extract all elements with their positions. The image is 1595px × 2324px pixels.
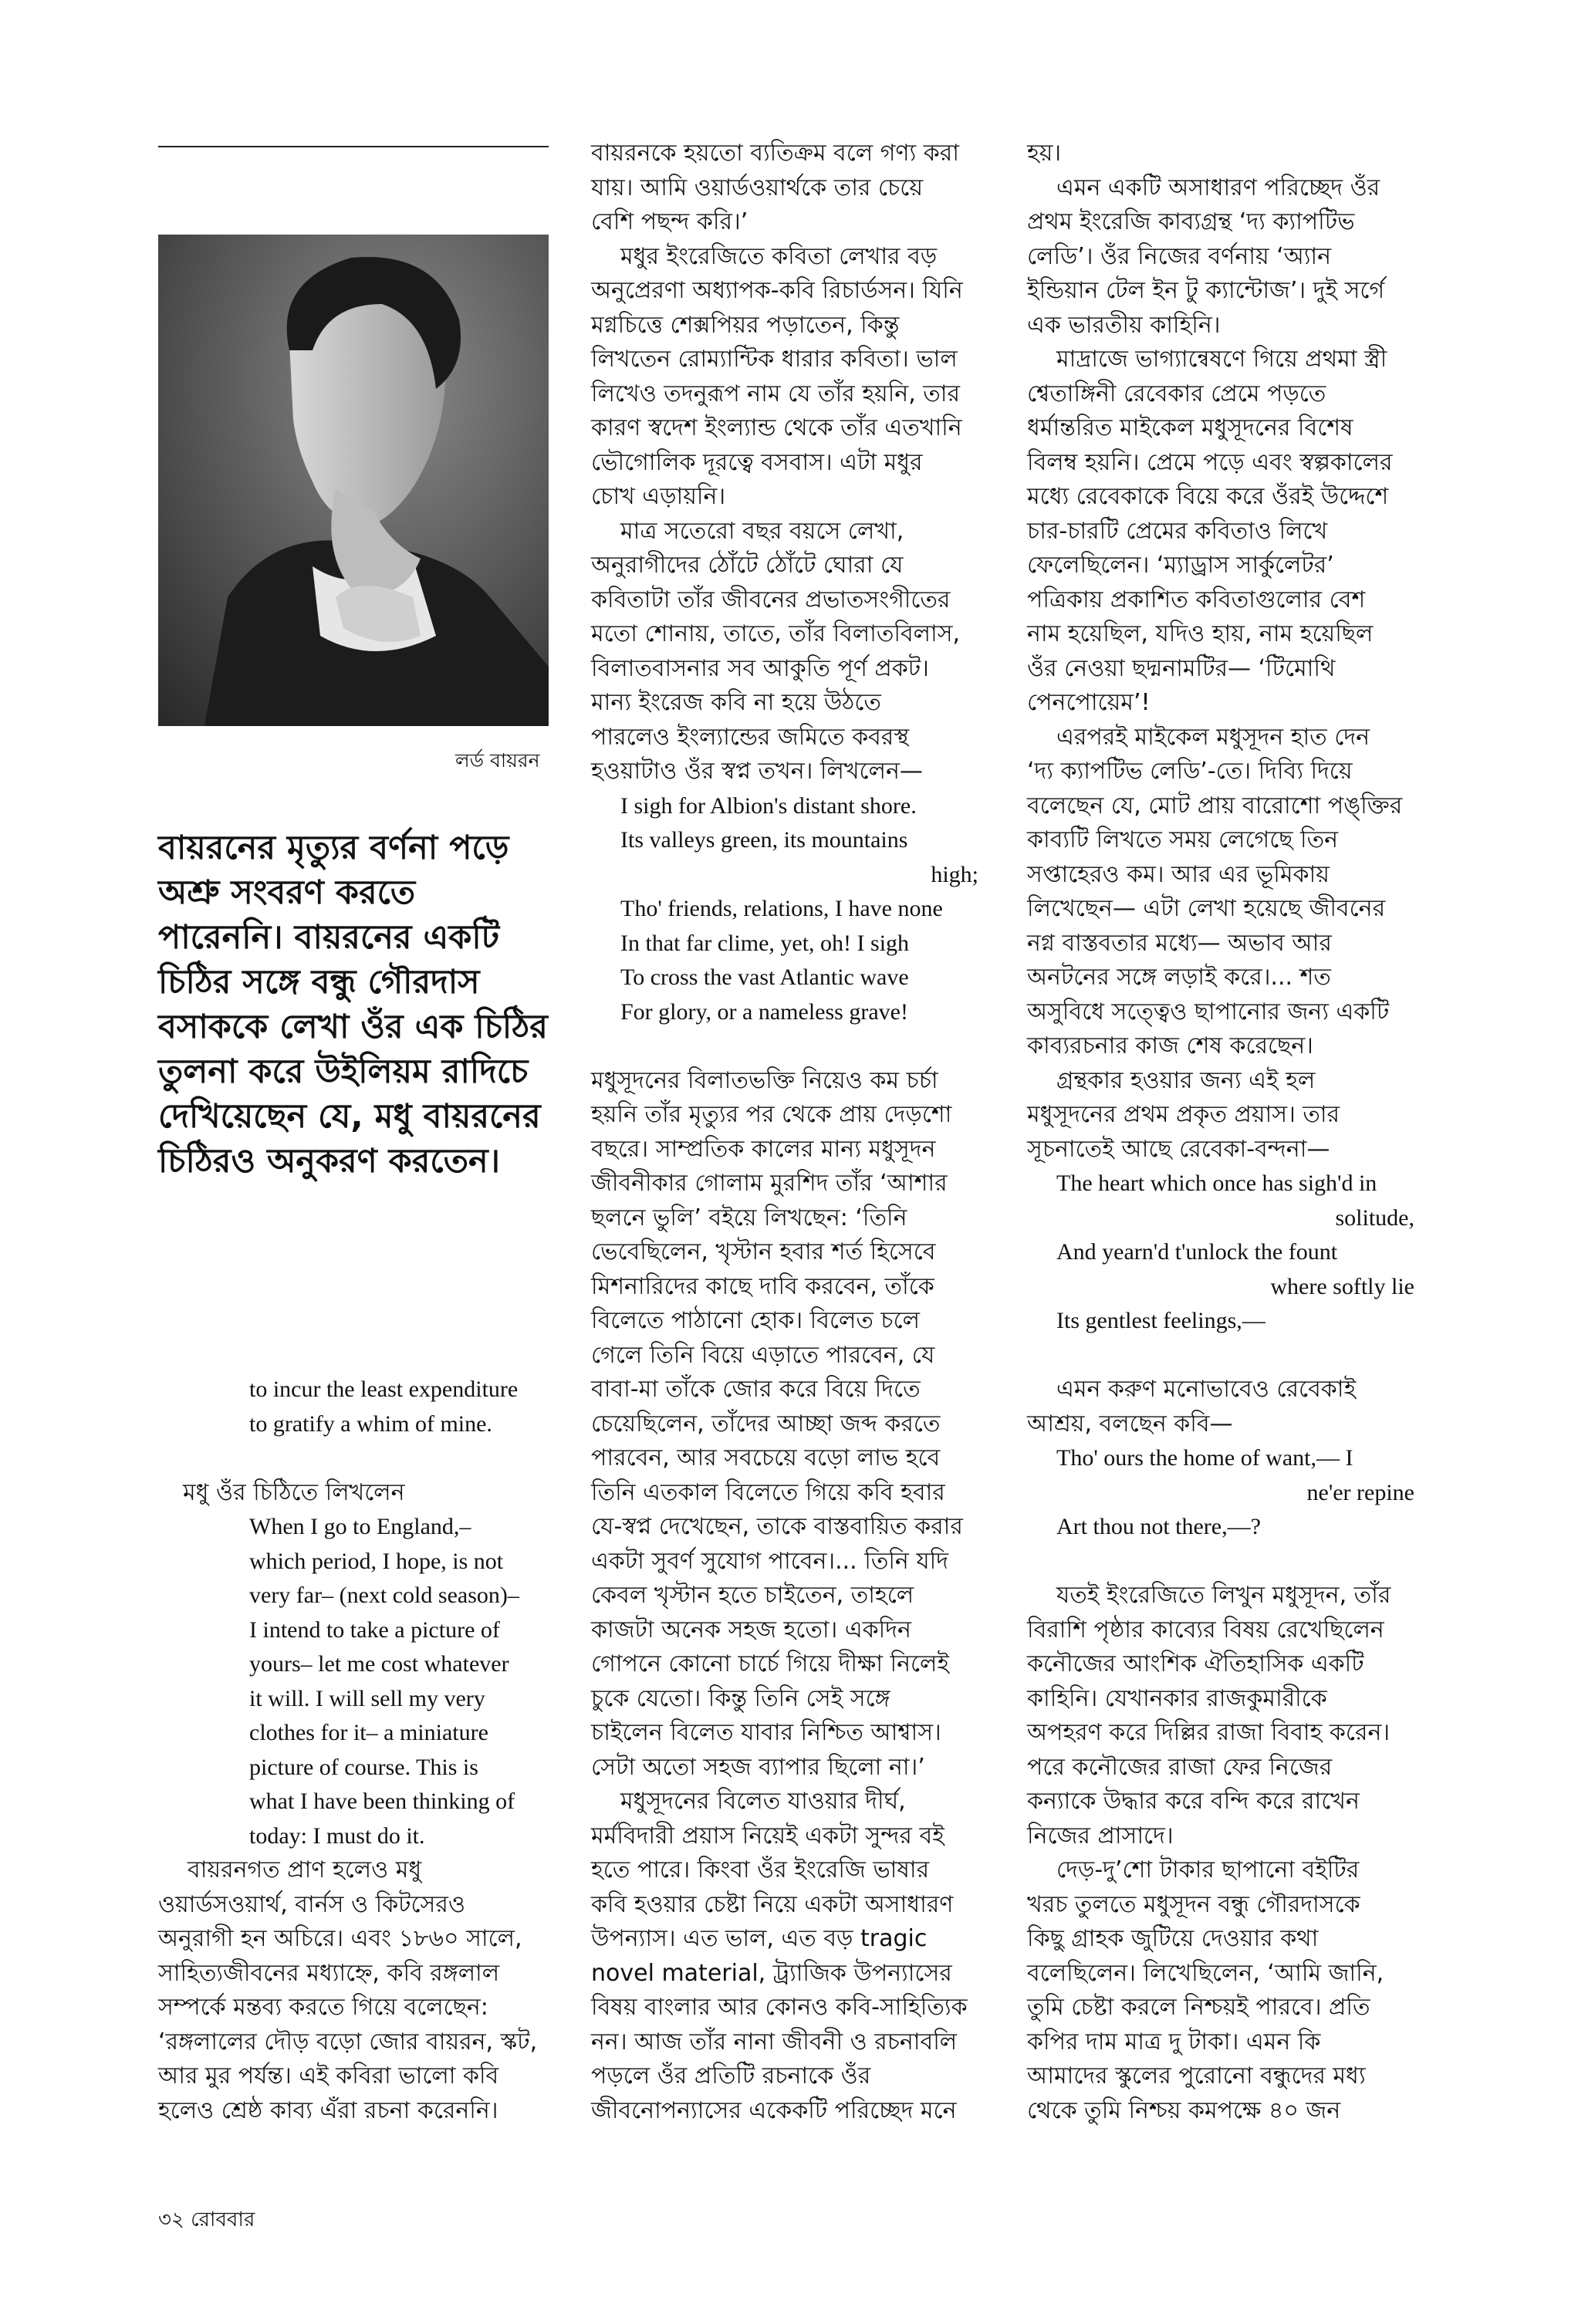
text-line: যে-স্বপ্ন দেখেছেন, তাকে বাস্তবায়িত করার (591, 1513, 963, 1540)
text-line: অনুরাগীদের ঠোঁটে ঠোঁটে ঘোরা যে (591, 552, 904, 579)
verse-line: picture of course. This is (249, 1754, 478, 1780)
pull-quote-line: চিঠিরও অনুকরণ করতেন। (158, 1142, 500, 1181)
text-line: বলেছেন যে, মোট প্রায় বারোশো পঙ্‌ক্তির (1027, 792, 1403, 819)
text-line: চোখ এড়ায়নি। (591, 483, 726, 510)
pull-quote (158, 826, 567, 1184)
verse-line: very far– (next cold season)– (249, 1583, 519, 1608)
text-line: বলেছিলেন। লিখেছিলেন, ‘আমি জানি, (1027, 1959, 1384, 1987)
text-line: চেয়েছিলেন, তাঁদের আচ্ছা জব্দ করতে (591, 1410, 941, 1437)
text-line: কাজটা অনেক সহজ হতো। একদিন (591, 1616, 911, 1643)
text-line: অনুপ্রেরণা অধ্যাপক-কবি রিচার্ডসন। যিনি (591, 277, 963, 304)
text-line: কনৌজের আংশিক ঐতিহাসিক একটি (1027, 1650, 1364, 1677)
text-line: অনুরাগী হন অচিরে। এবং ১৮৬০ সালে, (158, 1925, 522, 1952)
text-line: কেবল খৃস্টান হতে চাইতেন, তাহলে (591, 1582, 914, 1609)
text-line: কন্যাকে উদ্ধার করে বন্দি করে রাখেন (1027, 1788, 1360, 1815)
text-line: চাইলেন বিলেত যাবার নিশ্চিত আশ্বাস। (591, 1719, 941, 1746)
text-line: আশ্রয়, বলছেন কবি— (1027, 1410, 1233, 1437)
text-line: হয়নি তাঁর মৃত্যুর পর থেকে প্রায় দেড়শো (591, 1101, 952, 1128)
text-line: এমন একটি অসাধারণ পরিচ্ছেদ ওঁর (1056, 174, 1380, 201)
text-line: কপির দাম মাত্র দু টাকা। এমন কি (1027, 2028, 1321, 2055)
verse-line: which period, I hope, is not (249, 1548, 504, 1574)
line-gap (158, 1441, 552, 1476)
text-line: সেটা অতো সহজ ব্যাপার ছিলো না।’ (591, 1753, 925, 1781)
text-line: ভৌগোলিক দূরত্বে বসবাস। এটা মধুর (591, 448, 923, 476)
pull-quote-line: অশ্রু সংবরণ করতে (158, 873, 416, 912)
text-line: কিছু গ্রাহক জুটিয়ে দেওয়ার কথা (1027, 1925, 1319, 1952)
text-line: ওয়ার্ডসওয়ার্থ, বার্নস ও কিটসেরও (158, 1890, 465, 1918)
text-line: হয়। (1027, 140, 1062, 167)
text-line: যতই ইংরেজিতে লিখুন মধুসূদন, তাঁর (1056, 1582, 1391, 1609)
verse-line: to gratify a whim of mine. (249, 1410, 492, 1437)
pull-quote-line: চিঠির সঙ্গে বন্ধু গৌরদাস (158, 963, 480, 1002)
text-line: নগ্ন বাস্তবতার মধ্যে— অভাব আর (1027, 929, 1332, 957)
text-line: ‘দ্য ক্যাপটিভ লেডি’-তে। দিব্যি দিয়ে (1027, 758, 1353, 785)
text-line: মধুসূদনের বিলেত যাওয়ার দীর্ঘ, (620, 1788, 906, 1815)
line-gap (591, 1029, 985, 1064)
text-line: লিখেও তদনুরূপ নাম যে তাঁর হয়নি, তার (591, 380, 960, 407)
verse-line: where softly lie (1270, 1273, 1414, 1299)
text-line: পড়লে ওঁর প্রতিটি রচনাকে ওঁর (591, 2062, 871, 2089)
text-line: বাবা-মা তাঁকে জোর করে বিয়ে দিতে (591, 1376, 921, 1403)
text-line: এক ভারতীয় কাহিনি। (1027, 311, 1221, 339)
text-line: মর্মবিদারী প্রয়াস নিয়েই একটা সুন্দর বই (591, 1822, 944, 1849)
text-line: বায়রনগত প্রাণ হলেও মধু (188, 1856, 422, 1883)
text-line: বিলম্ব হয়নি। প্রেমে পড়ে এবং স্বল্পকালের (1027, 448, 1393, 476)
text-line: ধর্মান্তরিত মাইকেল মধুসূদনের বিশেষ (1027, 414, 1353, 441)
text-line: মধুসূদনের প্রথম প্রকৃত প্রয়াস। তার (1027, 1101, 1340, 1128)
verse-line: clothes for it– a miniature (249, 1720, 488, 1745)
column-right-text (1027, 137, 1421, 2128)
text-line: কবিতাটা তাঁর জীবনের প্রভাতসংগীতের (591, 586, 951, 613)
text-line: দেড়-দু’শো টাকার ছাপানো বইটির (1056, 1856, 1360, 1883)
text-line: থেকে তুমি নিশ্চয় কমপক্ষে ৪০ জন (1027, 2096, 1341, 2124)
text-line: এমন করুণ মনোভাবেও রেবেকাই (1056, 1376, 1357, 1403)
text-line: ইন্ডিয়ান টেল ইন টু ক্যান্টোজ’। দুই সর্গে (1027, 277, 1385, 304)
portrait-lord-byron (158, 235, 549, 726)
text-line: মাদ্রাজে ভাগ্যান্বেষণে গিয়ে প্রথমা স্ত্রী (1056, 346, 1387, 373)
text-line: প্রথম ইংরেজি কাব্যগ্রন্থ ‘দ্য ক্যাপটিভ (1027, 208, 1355, 235)
text-line: বিষয় বাংলার আর কোনও কবি-সাহিত্যিক (591, 1994, 968, 2021)
pull-quote-line: তুলনা করে উইলিয়ম রাদিচে (158, 1052, 529, 1091)
text-line: যায়। আমি ওয়ার্ডওয়ার্থকে তার চেয়ে (591, 174, 924, 201)
text-line: পত্রিকায় প্রকাশিত কবিতাগুলোর বেশ (1027, 586, 1366, 613)
text-line: মিশনারিদের কাছে দাবি করবেন, তাঁকে (591, 1272, 934, 1300)
column-middle-text (591, 137, 985, 2128)
text-line: অসুবিধে সত্ত্বেও ছাপানোর জন্য একটি (1027, 998, 1390, 1025)
text-line: মধ্যে রেবেকাকে বিয়ে করে ওঁরই উদ্দেশে (1027, 483, 1389, 510)
pull-quote-line: বসাককে লেখা ওঁর এক চিঠির (158, 1008, 548, 1046)
text-line: মাত্র সতেরো বছর বয়সে লেখা, (620, 517, 904, 545)
verse-line: When I go to England,– (249, 1514, 471, 1539)
column-left-text (158, 1373, 552, 2128)
text-line: ছলনে ভুলি’ বইয়ে লিখছেন: ‘তিনি (591, 1204, 907, 1231)
portrait-caption: লর্ড বায়রন (455, 749, 540, 772)
verse-line: Its gentlest feelings,— (1056, 1308, 1266, 1333)
text-line: বেশি পছন্দ করি।’ (591, 208, 749, 235)
text-line: মধুসূদনের বিলাতভক্তি নিয়েও কম চর্চা (591, 1066, 938, 1094)
text-line: নন। আজ তাঁর নানা জীবনী ও রচনাবলি (591, 2028, 958, 2055)
text-line: লেডি’। ওঁর নিজের বর্ণনায় ‘অ্যান (1027, 242, 1332, 270)
text-line: মান্য ইংরেজ কবি না হয়ে উঠতে (591, 689, 881, 716)
text-line: সূচনাতেই আছে রেবেকা-বন্দনা— (1027, 1135, 1330, 1163)
text-line: আমাদের স্কুলের পুরোনো বন্ধুদের মধ্য (1027, 2062, 1366, 2089)
verse-line: The heart which once has sigh'd in (1056, 1170, 1377, 1196)
text-line: পরে কনৌজের রাজা ফের নিজের (1027, 1753, 1333, 1781)
text-line: মগ্নচিত্তে শেক্সপিয়র পড়াতেন, কিন্তু (591, 311, 900, 339)
text-line: লিখতেন রোম্যান্টিক ধারার কবিতা। ভাল (591, 346, 958, 373)
pull-quote-line: বায়রনের মৃত্যুর বর্ণনা পড়ে (158, 829, 509, 867)
text-line: বায়রনকে হয়তো ব্যতিক্রম বলে গণ্য করা (591, 140, 959, 167)
line-gap (1027, 1545, 1421, 1579)
text-line: পারবেন, আর সবচেয়ে বড়ো লাভ হবে (591, 1444, 941, 1471)
text-line: ওঁর নেওয়া ছদ্মনামটির— ‘টিমোথি (1027, 654, 1336, 682)
text-line: লিখেছেন— এটা লেখা হয়েছে জীবনের (1027, 895, 1386, 922)
verse-line: solitude, (1335, 1204, 1414, 1231)
text-line: কবি হওয়ার চেষ্টা নিয়ে একটা অসাধারণ (591, 1890, 954, 1918)
pull-quote-line: দেখিয়েছেন যে, মধু বায়রনের (158, 1097, 541, 1136)
text-line: উপন্যাস। এত ভাল, এত বড় tragic (591, 1925, 928, 1952)
text-line: সপ্তাহেরও কম। আর এর ভূমিকায় (1027, 860, 1330, 888)
text-line: মধু ওঁর চিঠিতে লিখলেন (183, 1478, 405, 1506)
verse-line: Art thou not there,—? (1056, 1514, 1261, 1539)
text-line: জীবনীকার গোলাম মুরশিদ তাঁর ‘আশার (591, 1170, 948, 1197)
verse-line: For glory, or a nameless grave! (620, 998, 908, 1025)
page-footer: ৩২ রোববার (158, 2208, 255, 2231)
text-line: বিলাতবাসনার সব আকুতি পূর্ণ প্রকট। (591, 654, 929, 682)
verse-line: To cross the vast Atlantic wave (620, 964, 909, 990)
verse-line: And yearn'd t'unlock the fount (1056, 1239, 1338, 1265)
text-line: কাহিনি। যেখানকার রাজকুমারীকে (1027, 1684, 1327, 1712)
text-line: তিনি এতকাল বিলেতে গিয়ে কবি হবার (591, 1478, 945, 1506)
verse-line: I sigh for Albion's distant shore. (620, 792, 917, 819)
verse-line: Tho' friends, relations, I have none (620, 896, 943, 921)
text-line: ফেলেছিলেন। ‘ম্যাড্রাস সার্কুলেটর’ (1027, 552, 1334, 579)
text-line: গোপনে কোনো চার্চে গিয়ে দীক্ষা নিলেই (591, 1650, 950, 1677)
text-line: জীবনোপন্যাসের একেকটি পরিচ্ছেদ মনে (591, 2096, 957, 2124)
line-gap (1027, 1339, 1421, 1373)
text-line: বিরাশি পৃষ্ঠার কাব্যের বিষয় রেখেছিলেন (1027, 1616, 1384, 1643)
text-line: এরপরই মাইকেল মধুসূদন হাত দেন (1056, 723, 1370, 751)
text-line: গ্রন্থকার হওয়ার জন্য এই হল (1056, 1066, 1316, 1094)
verse-line: today: I must do it. (249, 1822, 425, 1849)
text-line: বিলেতে পাঠানো হোক। বিলেত চলে (591, 1307, 920, 1334)
verse-line: I intend to take a picture of (249, 1616, 500, 1643)
text-line: হওয়াটাও ওঁর স্বপ্ন তখন। লিখলেন— (591, 758, 923, 785)
text-line: কাব্যটি লিখতে সময় লেগেছে তিন (1027, 826, 1338, 853)
verse-line: In that far clime, yet, oh! I sigh (620, 930, 910, 956)
text-line: অপহরণ করে দিল্লির রাজা বিবাহ করেন। (1027, 1719, 1391, 1746)
verse-line: it will. I will sell my very (249, 1685, 485, 1711)
verse-line: what I have been thinking of (249, 1789, 515, 1814)
text-line: আর মুর পর্যন্ত। এই কবিরা ভালো কবি (158, 2062, 499, 2089)
verse-line: Its valleys green, its mountains (620, 827, 908, 853)
verse-line: to incur the least expenditure (249, 1376, 519, 1402)
verse-line: yours– let me cost whatever (249, 1651, 509, 1677)
text-line: নাম হয়েছিল, যদিও হায়, নাম হয়েছিল (1027, 620, 1374, 647)
text-line: নিজের প্রাসাদে। (1027, 1822, 1174, 1849)
text-line: তুমি চেষ্টা করলে নিশ্চয়ই পারবে। প্রতি (1027, 1994, 1370, 2021)
pull-quote-line: পারেননি। বায়রনের একটি (158, 918, 500, 957)
text-line: চার-চারটি প্রেমের কবিতাও লিখে (1027, 517, 1328, 545)
text-line: সাহিত্যজীবনের মধ্যাহ্নে, কবি রঙ্গলাল (158, 1959, 500, 1987)
text-line: শ্বেতাঙ্গিনী রেবেকার প্রেমে পড়তে (1027, 380, 1326, 407)
text-line: ভেবেছিলেন, খৃস্টান হবার শর্ত হিসেবে (591, 1238, 936, 1265)
text-line: কাব্যরচনার কাজ শেষ করেছেন। (1027, 1032, 1313, 1059)
text-line: পারলেও ইংল্যান্ডের জমিতে কবরস্থ (591, 723, 910, 751)
text-line: অনটনের সঙ্গে লড়াই করে।... শত (1027, 964, 1331, 991)
text-line: একটা সুবর্ণ সুযোগ পাবেন।... তিনি যদি (591, 1547, 948, 1575)
text-line: ‘রঙ্গলালের দৌড় বড়ো জোর বায়রন, স্কট, (158, 2028, 538, 2055)
text-line: novel material, ট্র্যাজিক উপন্যাসের (591, 1959, 952, 1987)
text-line: গেলে তিনি বিয়ে এড়াতে পারবেন, যে (591, 1341, 935, 1369)
text-line: পেনপোয়েম’! (1027, 689, 1151, 716)
text-line: সম্পর্কে মন্তব্য করতে গিয়ে বলেছেন: (158, 1994, 488, 2021)
verse-line: high; (931, 861, 978, 887)
text-line: চুকে যেতো। কিন্তু তিনি সেই সঙ্গে (591, 1684, 890, 1712)
text-line: মধুর ইংরেজিতে কবিতা লেখার বড় (620, 242, 938, 270)
text-line: মতো শোনায়, তাতে, তাঁর বিলাতবিলাস, (591, 620, 961, 647)
verse-line: Tho' ours the home of want,— I (1056, 1445, 1353, 1471)
text-line: বছরে। সাম্প্রতিক কালের মান্য মধুসূদন (591, 1135, 936, 1163)
text-line: কারণ স্বদেশ ইংল্যান্ড থেকে তাঁর এতখানি (591, 414, 962, 441)
text-line: হতে পারে। কিংবা ওঁর ইংরেজি ভাষার (591, 1856, 930, 1883)
top-rule (158, 146, 549, 147)
text-line: খরচ তুলতে মধুসূদন বন্ধু গৌরদাসকে (1027, 1890, 1360, 1918)
text-line: হলেও শ্রেষ্ঠ কাব্য এঁরা রচনা করেননি। (158, 2096, 498, 2124)
verse-line: ne'er repine (1306, 1479, 1414, 1505)
